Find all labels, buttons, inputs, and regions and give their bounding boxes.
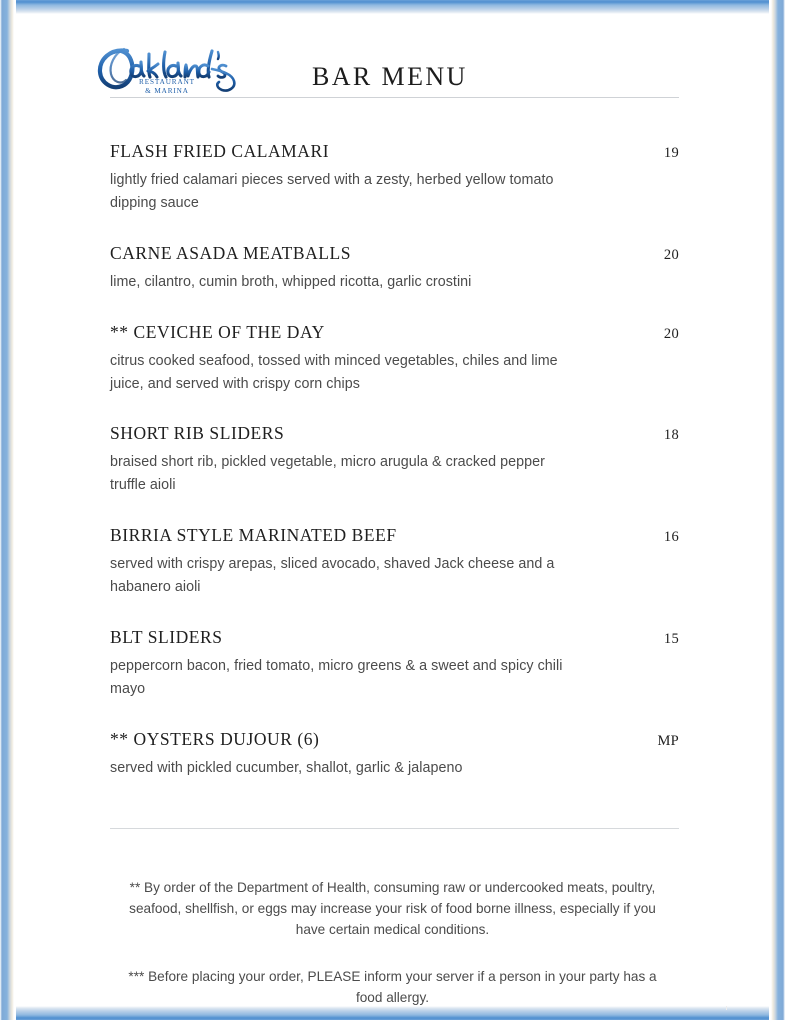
menu-item-price: 20	[663, 246, 679, 263]
page-title: BAR MENU	[312, 62, 468, 91]
menu-item	[110, 395, 679, 497]
menu-item	[110, 294, 679, 396]
menu-item-description: citrus cooked seafood, tossed with minced vegetables, chiles and lime juice, and served with crispy corn chips	[110, 352, 558, 392]
menu-item	[110, 701, 679, 780]
menu-sheet	[16, 14, 769, 1006]
menu-item-header	[110, 142, 679, 162]
menu-item-description: lightly fried calamari pieces served with a zesty, herbed yellow tomato dipping sauce	[110, 172, 554, 211]
menu-item-price: 20	[663, 325, 679, 342]
menu-item-description: served with crispy arepas, sliced avocado, shaved Jack cheese and a habanero aioli	[110, 556, 555, 595]
menu-item-header	[110, 424, 679, 444]
menu-item-description: lime, cilantro, cumin broth, whipped ricotta, garlic crostini	[110, 273, 472, 290]
menu-item	[110, 599, 679, 701]
menu-item-description: braised short rib, pickled vegetable, micro arugula & cracked pepper truffle aioli	[110, 454, 545, 494]
menu-header	[16, 14, 769, 106]
menu-item-header	[110, 730, 679, 750]
page-border-right	[769, 0, 785, 1020]
menu-item-header	[110, 628, 679, 648]
menu-item	[110, 215, 679, 294]
menu-item-name: CARNE ASADA MEATBALLS	[110, 242, 352, 263]
oaklands-logo	[94, 40, 242, 96]
menu-item-name: ** CEVICHE OF THE DAY	[110, 321, 325, 342]
header-divider	[110, 97, 679, 98]
menu-item-description: served with pickled cucumber, shallot, garlic & jalapeno	[110, 759, 463, 776]
menu-item-price: MP	[657, 732, 679, 749]
page-border-left	[0, 0, 16, 1020]
menu-item-price: 18	[663, 427, 679, 444]
menu-item-header	[110, 526, 679, 546]
menu-item	[110, 497, 679, 599]
footer-divider	[110, 828, 679, 829]
page-border-bottom	[0, 1006, 785, 1020]
menu-item	[110, 106, 679, 215]
menu-item-name: BIRRIA STYLE MARINATED BEEF	[110, 525, 397, 546]
menu-footer	[16, 877, 769, 1008]
menu-item-name: ** OYSTERS DUJOUR (6)	[110, 728, 320, 749]
menu-item-name: SHORT RIB SLIDERS	[110, 423, 285, 444]
allergy-disclaimer: *** Before placing your order, PLEASE inform your server if a person in your party has a food allergy.	[128, 968, 657, 1005]
menu-item-name: FLASH FRIED CALAMARI	[110, 141, 330, 161]
health-disclaimer: ** By order of the Department of Health, consuming raw or undercooked meats, poultry, seafood, shellfish, or eggs may increase your risk of food borne illness, especially if you have certain medical conditions.	[129, 879, 656, 937]
menu-item-list	[16, 106, 769, 780]
menu-item-price: 16	[663, 529, 679, 546]
page-border-top	[0, 0, 785, 14]
menu-item-header	[110, 244, 679, 264]
menu-item-header	[110, 323, 679, 343]
menu-item-description: peppercorn bacon, fried tomato, micro greens & a sweet and spicy chili mayo	[110, 657, 563, 697]
menu-item-name: BLT SLIDERS	[110, 626, 223, 647]
menu-item-price: 15	[663, 630, 679, 647]
menu-item-price: 19	[663, 145, 679, 161]
logo-subtitle-restaurant: RESTAURANT	[139, 78, 195, 86]
logo-subtitle-marina: & MARINA	[145, 87, 189, 95]
